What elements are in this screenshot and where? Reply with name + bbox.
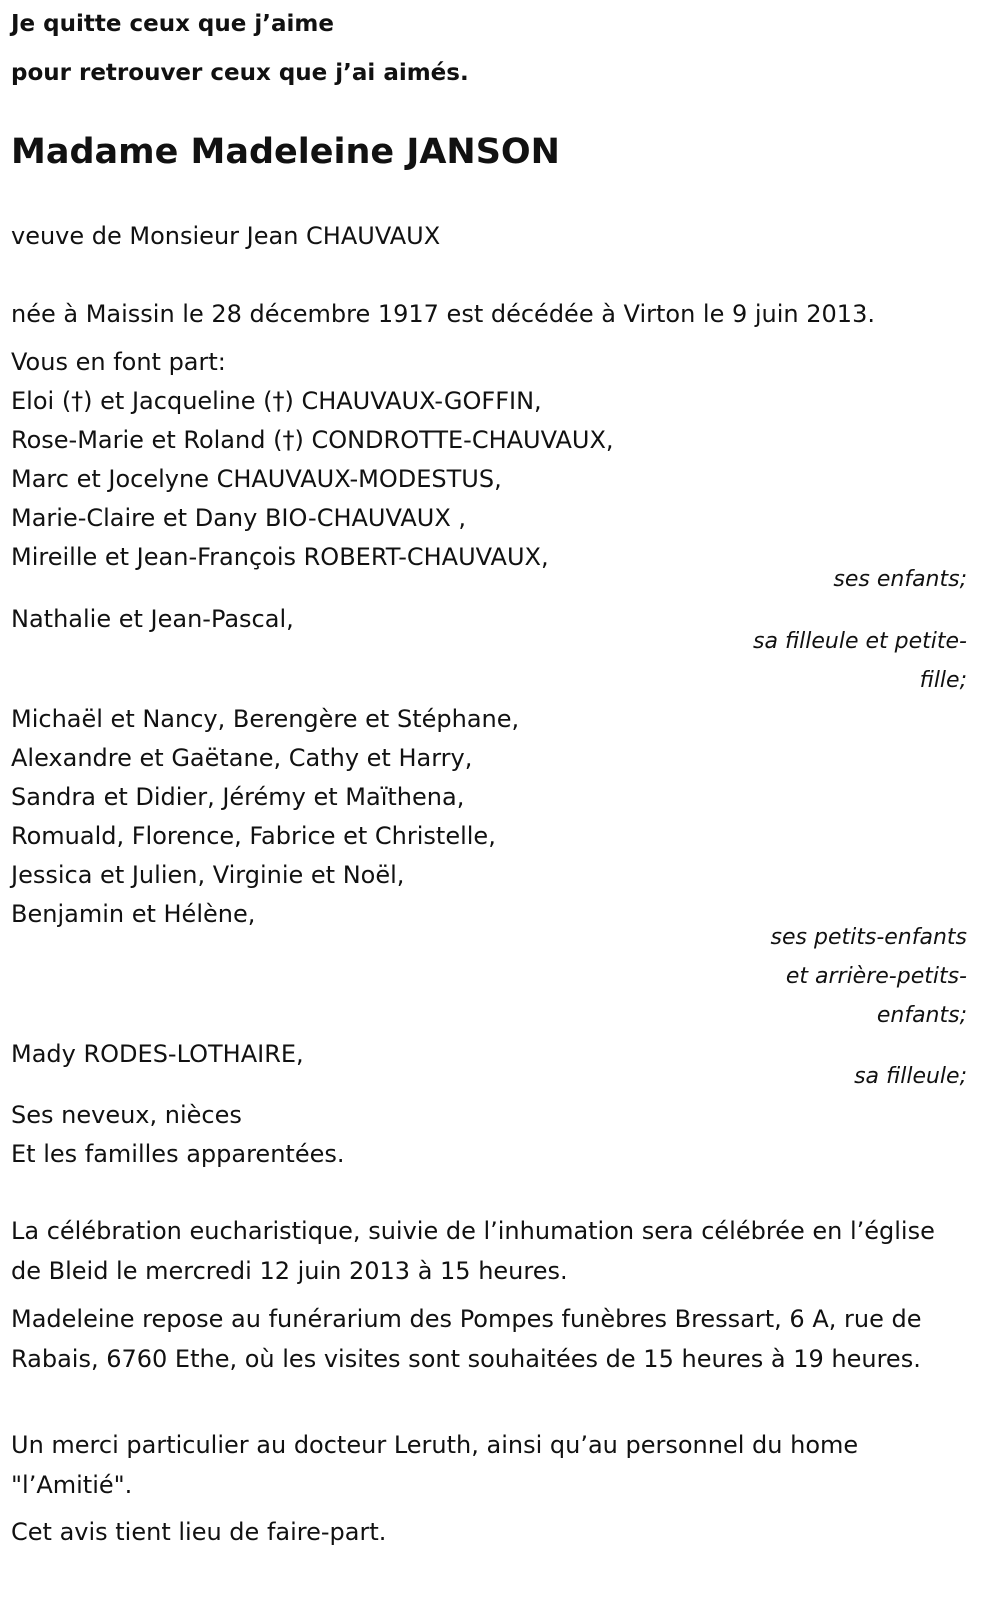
relation-label: sa filleule; [854, 1064, 967, 1089]
family-line: Rose-Marie et Roland (†) CONDROTTE-CHAUVAUX, [11, 426, 614, 454]
intro-line: Vous en font part: [11, 348, 226, 376]
family-line: Mady RODES-LOTHAIRE, [11, 1040, 304, 1068]
family-line: Marc et Jocelyne CHAUVAUX-MODESTUS, [11, 465, 502, 493]
family-line: Mireille et Jean-François ROBERT-CHAUVAUX, [11, 543, 549, 571]
epigraph-line-2: pour retrouver ceux que j’ai aimés. [11, 60, 469, 86]
relation-label: fille; [919, 668, 967, 693]
relation-label: enfants; [876, 1003, 967, 1028]
family-line: Benjamin et Hélène, [11, 900, 256, 928]
thanks-paragraph: Un merci particulier au docteur Leruth, ainsi qu’au personnel du home "l’Amitié". [11, 1431, 859, 1499]
family-line: Et les familles apparentées. [11, 1140, 345, 1168]
relation-label: sa filleule et petite- [753, 629, 967, 654]
deceased-name: Madame Madeleine JANSON [11, 132, 560, 172]
family-line: Romuald, Florence, Fabrice et Christelle, [11, 822, 496, 850]
family-line: Marie-Claire et Dany BIO-CHAUVAUX , [11, 504, 467, 532]
notice-paragraph: Cet avis tient lieu de faire-part. [11, 1518, 387, 1546]
family-line: Nathalie et Jean-Pascal, [11, 605, 294, 633]
family-line: Ses neveux, nièces [11, 1101, 242, 1129]
family-line: Michaël et Nancy, Berengère et Stéphane, [11, 705, 520, 733]
repose-paragraph: Madeleine repose au funérarium des Pompes funèbres Bressart, 6 A, rue de Rabais, 6760 Ethe, où les visites sont souhaitées de 15 heures à 19 heures. [11, 1305, 922, 1373]
relation-label: ses enfants; [833, 567, 967, 592]
epigraph-line-1: Je quitte ceux que j’aime [11, 11, 334, 37]
family-line: Eloi (†) et Jacqueline (†) CHAUVAUX-GOFFIN, [11, 387, 542, 415]
relation-label: et arrière-petits- [785, 964, 967, 989]
family-line: Sandra et Didier, Jérémy et Maïthena, [11, 783, 465, 811]
relation-label: ses petits-enfants [770, 925, 967, 950]
spouse-line: veuve de Monsieur Jean CHAUVAUX [11, 222, 441, 250]
family-line: Jessica et Julien, Virginie et Noël, [11, 861, 405, 889]
birth-death-line: née à Maissin le 28 décembre 1917 est décédée à Virton le 9 juin 2013. [11, 300, 875, 328]
family-line: Alexandre et Gaëtane, Cathy et Harry, [11, 744, 473, 772]
ceremony-paragraph: La célébration eucharistique, suivie de l’inhumation sera célébrée en l’église de Bleid le mercredi 12 juin 2013 à 15 heures. [11, 1217, 935, 1285]
